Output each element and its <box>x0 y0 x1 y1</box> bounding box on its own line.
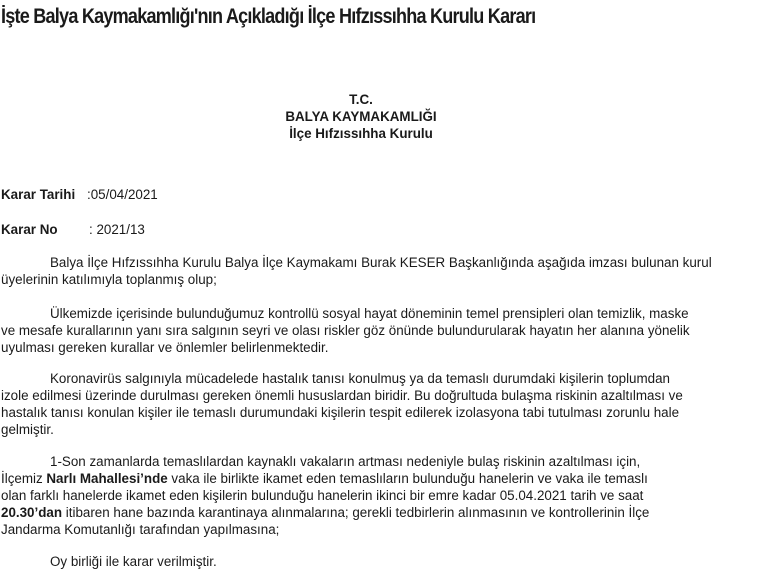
paragraph-decision-item <box>1 453 782 538</box>
paragraph-line: ve mesafe kurallarının yanı sıra salgının seyri ve olası riskler göz önünde bulundurularak hayatın her alanına yönelik <box>1 323 690 338</box>
paragraph-line: Jandarma Komutanlığı tarafından yapılmasına; <box>1 522 280 537</box>
paragraph-line: Ülkemizde içerisinde bulunduğumuz kontrollü sosyal hayat döneminin temel prensipleri olan temizlik, maske <box>50 306 689 321</box>
paragraph-conclusion <box>1 553 782 570</box>
paragraph-line: üyelerinin katılımıyla toplanmış olup; <box>1 272 217 287</box>
paragraph-line <box>1 470 782 487</box>
decision-date-row <box>1 186 158 203</box>
decision-number-label: Karar No <box>1 222 58 237</box>
decision-date-value: :05/04/2021 <box>87 187 158 202</box>
text-segment: İlçemiz <box>1 471 47 486</box>
paragraph-line <box>1 504 782 521</box>
header-institution: BALYA KAYMAKAMLIĞI <box>285 109 437 124</box>
text-segment: itibaren hane bazında karantinaya alınmalarına; gerekli tedbirlerin alınmasının ve kontrollerinin İlçe <box>62 505 650 520</box>
paragraph-line: uyulması gereken kurallar ve önlemler belirlenmektedir. <box>1 340 329 355</box>
header-tc: T.C. <box>349 92 373 107</box>
paragraph-rules <box>1 305 782 356</box>
decision-number-value: : 2021/13 <box>89 222 145 237</box>
paragraph-line: Koronavirüs salgınıyla mücadelede hastalık tanısı konulmuş ya da temaslı durumdaki kişilerin toplumdan <box>50 371 671 386</box>
paragraph-line: izole edilmesi üzerinde durulması gereken önemli hususlardan biridir. Bu doğrultuda bulaşma riskinin azaltılması ve <box>1 388 683 403</box>
decision-date-label: Karar Tarihi <box>1 187 76 202</box>
article-headline: İşte Balya Kaymakamlığı'nın Açıkladığı İlçe Hıfzıssıhha Kurulu Kararı <box>1 5 536 28</box>
text-segment: vaka ile birlikte ikamet eden temaslıların bulunduğu hanelerin ve vaka ile temaslı <box>167 471 648 486</box>
paragraph-line: Balya İlçe Hıfzıssıhha Kurulu Balya İlçe Kaymakamı Burak KESER Başkanlığında aşağıda imzası bulunan kurul <box>50 255 712 270</box>
paragraph-line: hastalık tanısı konulan kişiler ile temaslı durumundaki kişilerin tespit edilerek izolasyona tabi tutulması zorunlu hale <box>1 405 680 420</box>
neighborhood-name: Narlı Mahallesi’nde <box>46 471 168 486</box>
paragraph-isolation <box>1 370 782 438</box>
paragraph-intro <box>1 254 782 288</box>
paragraph-line: olan farklı hanelerde ikamet eden kişilerin bulunduğu hanelerin ikinci bir emre kadar 05.04.2021 tarih ve saat <box>1 488 644 503</box>
decision-number-row <box>1 221 145 238</box>
paragraph-line: gelmiştir. <box>1 422 54 437</box>
start-time: 20.30’dan <box>1 505 63 520</box>
paragraph-line: Oy birliği ile karar verilmiştir. <box>50 554 217 569</box>
paragraph-line: 1-Son zamanlarda temaslılardan kaynaklı vakaların artması nedeniyle bulaş riskinin azaltılması için, <box>50 454 641 469</box>
header-board: İlçe Hıfzıssıhha Kurulu <box>289 126 433 141</box>
